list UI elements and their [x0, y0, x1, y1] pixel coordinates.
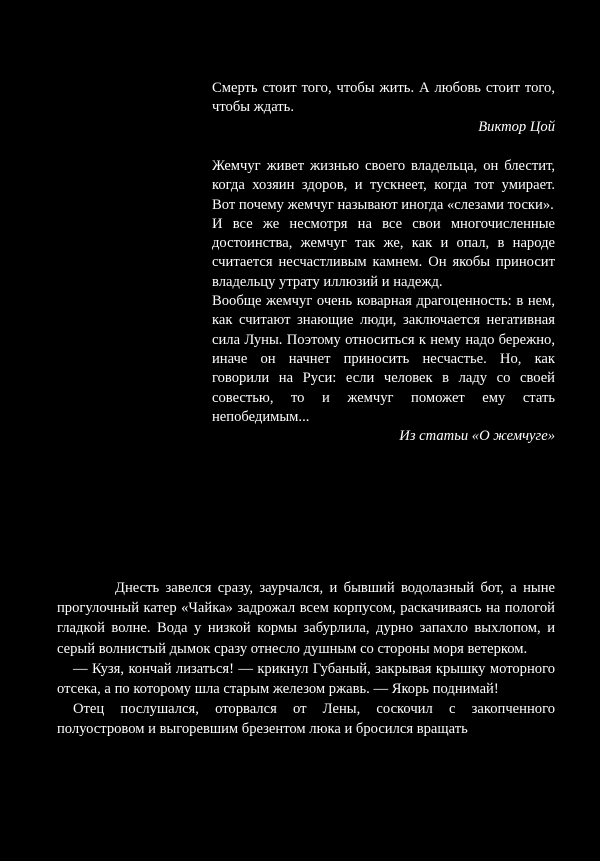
- body-text: [57, 578, 555, 740]
- epigraph-quote: [212, 79, 555, 137]
- epigraph-author: Виктор Цой: [478, 118, 555, 135]
- body-paragraph: Днесть завелся сразу, заурчался, и бывший водолазный бот, а ныне прогулочный катер «Чайка» задрожал всем корпусом, раскачиваясь на пологой гладкой волне. Вода у низкой кормы забурлила, дурно запахло выхлопом, и серый волнистый дымок сразу отнесло душным со стороны моря ветерком.: [57, 580, 555, 657]
- epigraph-source: Из статьи «О жемчуге»: [399, 428, 555, 445]
- epigraph-paragraph: И все же несмотря на все свои многочисленные достоинства, жемчуг так же, как и опал, в народе считается несчастливым камнем. Он якобы приносит владельцу утрату иллюзий и надежд.: [212, 215, 555, 290]
- body-paragraph: Отец послушался, оторвался от Лены, соскочил с закопченного полуостровом и выгоревшим брезентом люка и бросился вращать: [57, 701, 555, 738]
- epigraph-paragraph: Вообще жемчуг очень коварная драгоценность: в нем, как считают знающие люди, заключается негативная сила Луны. Поэтому относиться к нему надо бережно, иначе он начнет приносить несчастье. Но, как говорили на Руси: если человек в ладу со своей совестью, то и жемчуг поможет ему стать непобедимым...: [212, 293, 555, 425]
- body-paragraph: — Кузя, кончай лизаться! — крикнул Губаный, закрывая крышку моторного отсека, а по которому шла старым железом ржавь. — Якорь поднимай!: [57, 660, 555, 698]
- epigraph-article: [212, 157, 555, 446]
- epigraph-quote-text: Смерть стоит того, чтобы жить. А любовь стоит того, чтобы ждать.: [212, 80, 555, 116]
- epigraph-paragraph: Жемчуг живет жизнью своего владельца, он блестит, когда хозяин здоров, и тускнеет, когда тот умирает. Вот почему жемчуг называют иногда «слезами тоски».: [212, 158, 555, 213]
